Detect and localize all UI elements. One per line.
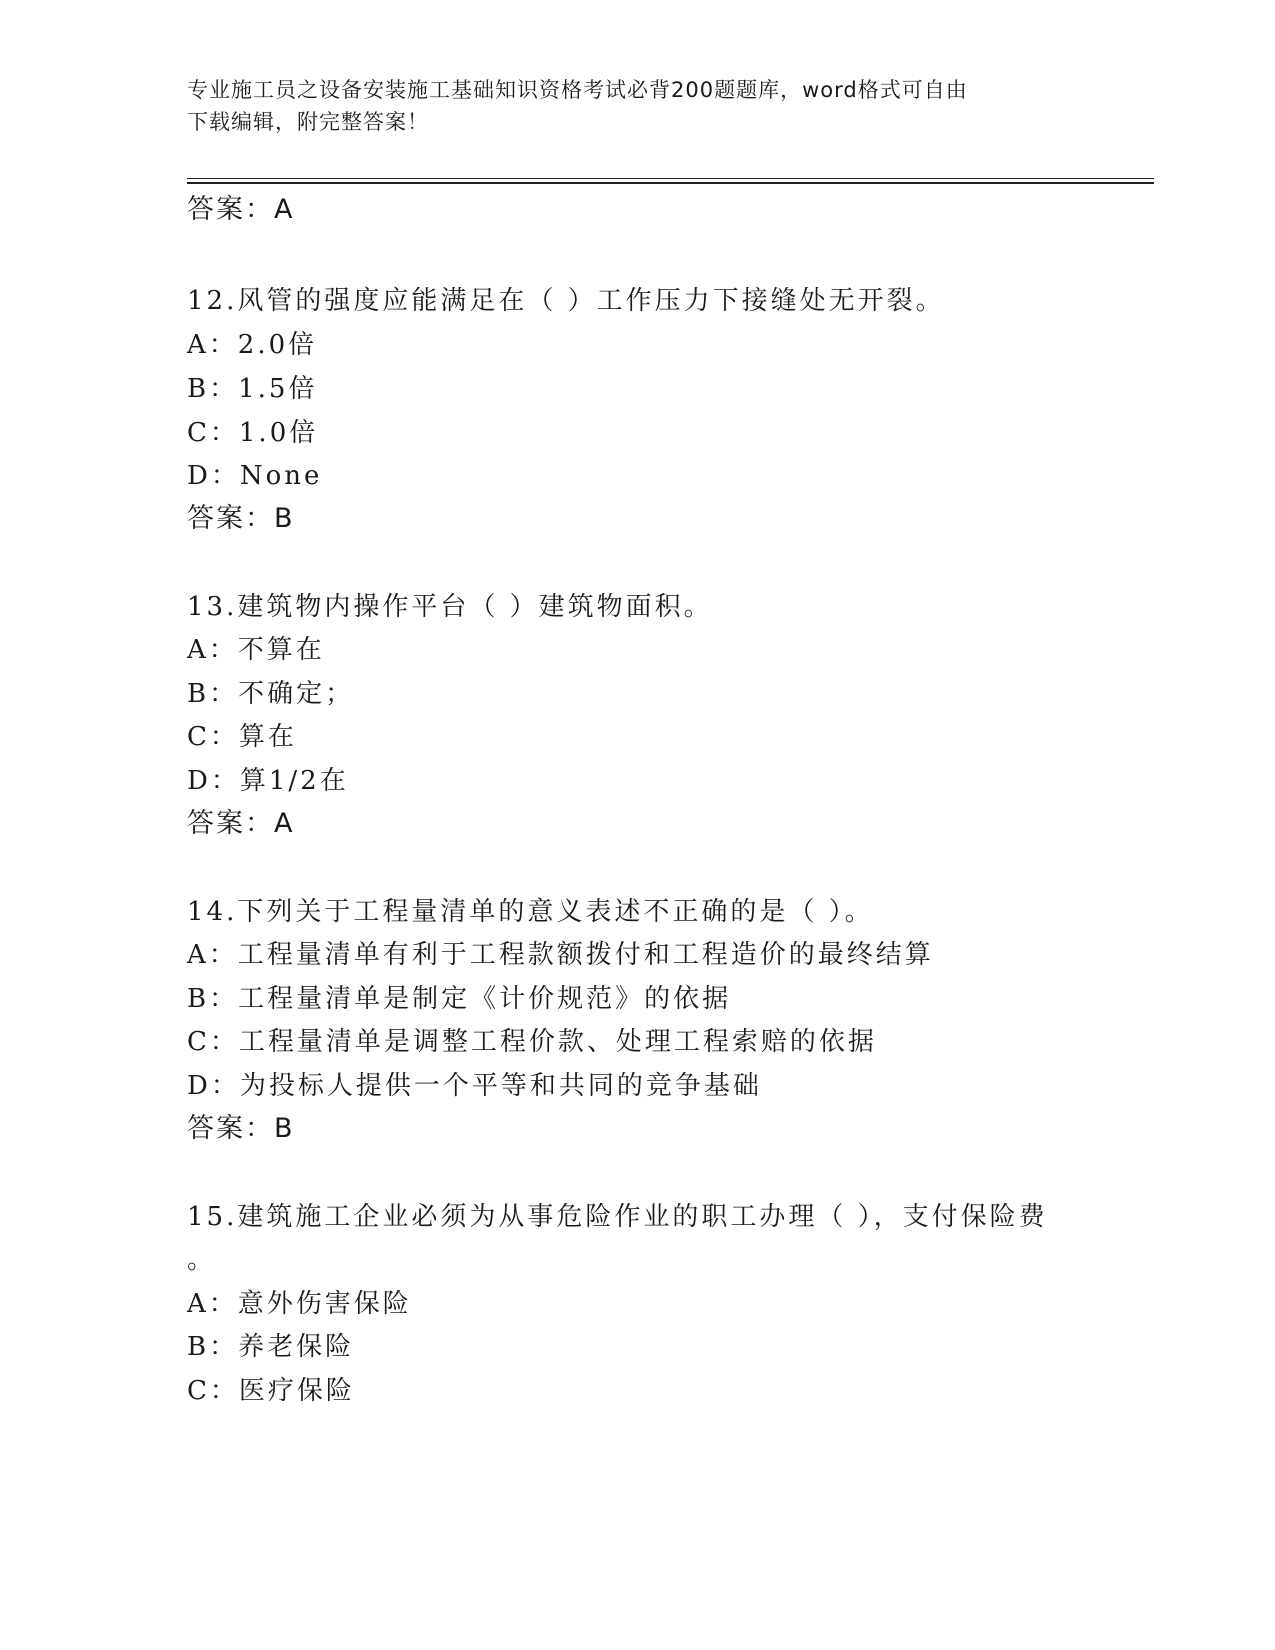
question-13-option-a: A：不算在 [187,635,325,665]
question-13-option-b: B：不确定； [187,679,355,709]
question-12-stem: 12.风管的强度应能满足在（ ）工作压力下接缝处无开裂。 [187,286,945,316]
header-line-1: 专业施工员之设备安装施工基础知识资格考试必背200题题库，word格式可自由 [187,78,968,102]
document-header [187,74,1067,138]
question-13-answer: 答案：A [187,808,295,839]
question-14-option-c: C：工程量清单是调整工程价款、处理工程索赔的依据 [187,1027,877,1057]
question-13-option-d: D：算1/2在 [187,766,349,796]
question-12-option-a: A：2.0倍 [187,330,318,360]
header-line-2: 下载编辑，附完整答案！ [187,110,429,134]
question-14-option-a: A：工程量清单有利于工程款额拨付和工程造价的最终结算 [187,940,934,970]
question-13-option-c: C：算在 [187,722,297,752]
question-14-option-d: D：为投标人提供一个平等和共同的竞争基础 [187,1071,762,1101]
question-12-answer: 答案：B [187,503,295,534]
question-12-option-d: D：None [187,461,323,491]
previous-answer: 答案：A [187,194,295,225]
question-12-option-b: B：1.5倍 [187,374,318,404]
question-14-option-b: B：工程量清单是制定《计价规范》的依据 [187,984,732,1014]
question-15-option-b: B：养老保险 [187,1332,355,1362]
question-13-stem: 13.建筑物内操作平台（ ）建筑物面积。 [187,592,713,622]
question-14-stem: 14.下列关于工程量清单的意义表述不正确的是（ ）。 [187,897,874,927]
question-15-stem-continuation: 。 [187,1245,217,1275]
header-divider-thin [187,178,1154,179]
question-15-option-c: C：医疗保险 [187,1376,355,1406]
header-divider-thick [187,182,1154,184]
question-15-stem: 15.建筑施工企业必须为从事危险作业的职工办理（ ），支付保险费 [187,1202,1048,1232]
question-12-option-c: C：1.0倍 [187,418,319,448]
question-14-answer: 答案：B [187,1113,295,1144]
question-15-option-a: A：意外伤害保险 [187,1289,412,1319]
